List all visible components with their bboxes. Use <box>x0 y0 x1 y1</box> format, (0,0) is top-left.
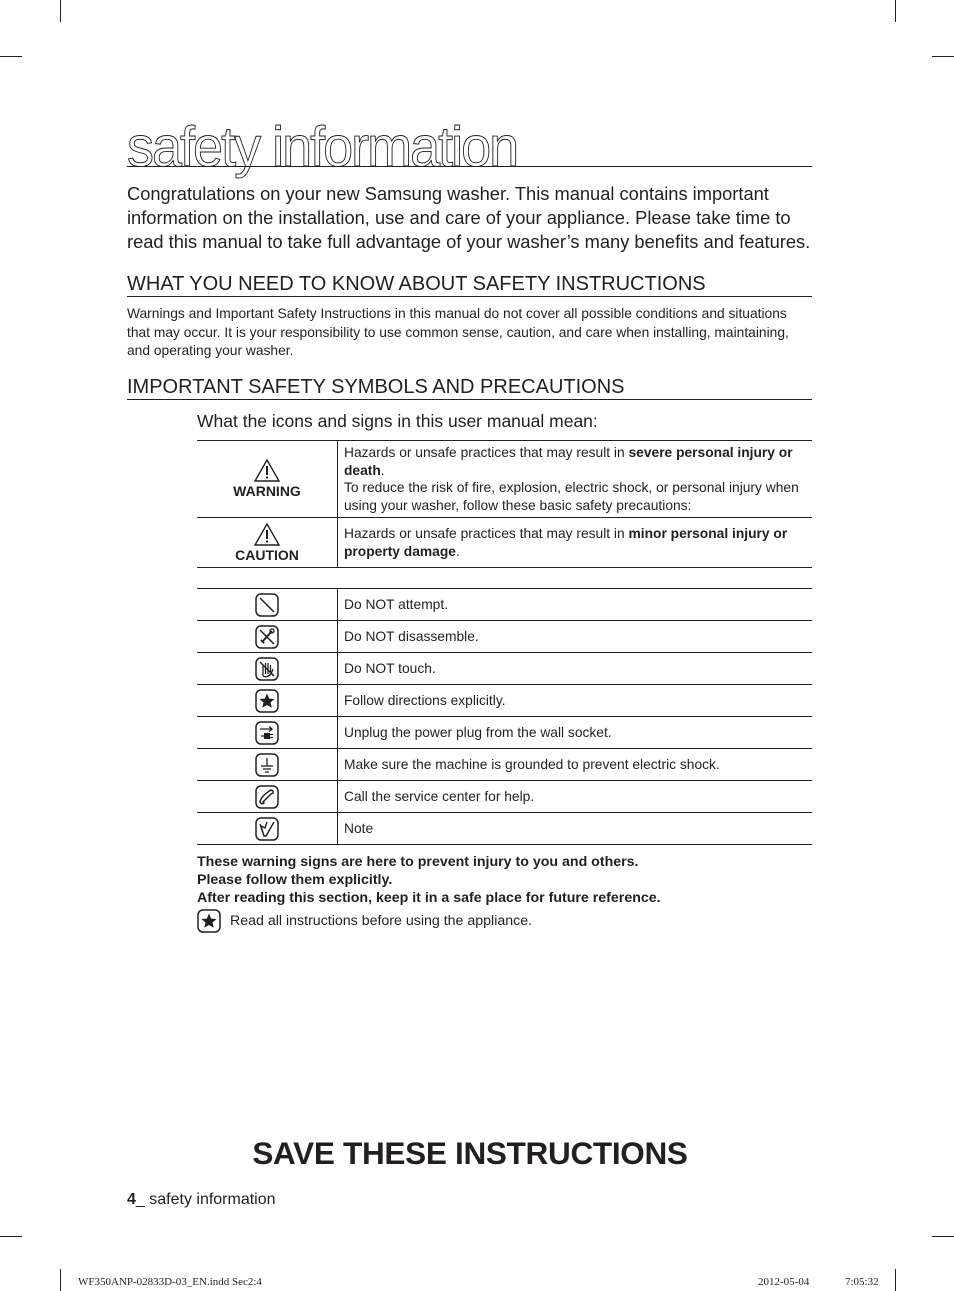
symbol-text: Do NOT attempt. <box>338 589 813 621</box>
warning-triangle-icon <box>254 459 280 482</box>
symbol-text: Call the service center for help. <box>338 781 813 813</box>
intro-paragraph: Congratulations on your new Samsung washer. This manual contains important information on the installation, use and care of your appliance. Please take time to read this manual to take full advantage of your washer’s many benefits and features. <box>127 183 811 252</box>
slug-time: 7:05:32 <box>845 1276 879 1288</box>
slug-filename: WF350ANP-02833D-03_EN.indd Sec2:4 <box>78 1276 262 1288</box>
unplug-icon <box>255 721 279 745</box>
caution-description: Hazards or unsafe practices that may result in minor personal injury or property damage. <box>338 518 813 568</box>
symbol-text: Do NOT touch. <box>338 653 813 685</box>
section-heading-safety-instructions: WHAT YOU NEED TO KNOW ABOUT SAFETY INSTRUCTIONS <box>127 272 812 297</box>
symbols-subheading: What the icons and signs in this user manual mean: <box>197 411 598 431</box>
page-title: safety information <box>127 115 518 179</box>
page-footer <box>127 1191 276 1209</box>
symbol-row <box>197 653 812 685</box>
symbol-row <box>197 717 812 749</box>
symbol-text: Unplug the power plug from the wall socket. <box>338 717 813 749</box>
caution-triangle-icon <box>254 523 280 546</box>
symbol-text: Note <box>338 813 813 845</box>
symbol-row <box>197 813 812 845</box>
slug-date: 2012-05-04 <box>758 1276 810 1288</box>
crop-mark <box>60 1269 61 1291</box>
note-icon <box>255 817 279 841</box>
page-footer-label: _ safety information <box>135 1191 276 1208</box>
section-body-safety-instructions: Warnings and Important Safety Instructions in this manual do not cover all possible conditions and situations that may occur. It is your responsibility to use common sense, caution, and care when installing, maintaining, and operating your washer. <box>127 306 789 358</box>
symbols-table <box>197 588 812 845</box>
read-instructions-note: Read all instructions before using the appliance. <box>197 909 532 933</box>
star-icon <box>197 909 221 933</box>
crop-mark <box>60 0 61 22</box>
symbol-text: Follow directions explicitly. <box>338 685 813 717</box>
warning-row <box>197 441 812 518</box>
symbol-row <box>197 621 812 653</box>
save-instructions-banner: SAVE THESE INSTRUCTIONS <box>252 1135 688 1171</box>
crop-mark <box>0 56 22 57</box>
warning-summary: These warning signs are here to prevent injury to you and others. Please follow them explicitly. After reading this section, keep it in a safe place for future reference. <box>197 854 661 906</box>
symbol-text: Make sure the machine is grounded to prevent electric shock. <box>338 749 813 781</box>
symbol-row <box>197 589 812 621</box>
crop-mark <box>932 56 954 57</box>
ground-icon <box>255 753 279 777</box>
disassemble-icon <box>255 625 279 649</box>
star-icon <box>255 689 279 713</box>
crop-mark <box>895 0 896 22</box>
page-title-rule <box>127 112 812 179</box>
symbol-text: Do NOT disassemble. <box>338 621 813 653</box>
page-number: 4 <box>127 1191 136 1208</box>
caution-row <box>197 518 812 568</box>
phone-icon <box>255 785 279 809</box>
symbol-row <box>197 685 812 717</box>
symbol-row <box>197 781 812 813</box>
caution-label: CAUTION <box>235 546 299 563</box>
no-touch-icon <box>255 657 279 681</box>
crop-mark <box>0 1236 22 1237</box>
section-heading-symbols: IMPORTANT SAFETY SYMBOLS AND PRECAUTIONS <box>127 375 812 400</box>
symbol-row <box>197 749 812 781</box>
warning-description: Hazards or unsafe practices that may result in severe personal injury or death. To reduce the risk of fire, explosion, electric shock, or personal injury when using your washer, follow these basic safety precautions: <box>338 441 813 518</box>
prohibit-icon <box>255 593 279 617</box>
hazard-table <box>197 440 812 568</box>
crop-mark <box>895 1269 896 1291</box>
warning-label: WARNING <box>233 483 301 499</box>
crop-mark <box>932 1236 954 1237</box>
